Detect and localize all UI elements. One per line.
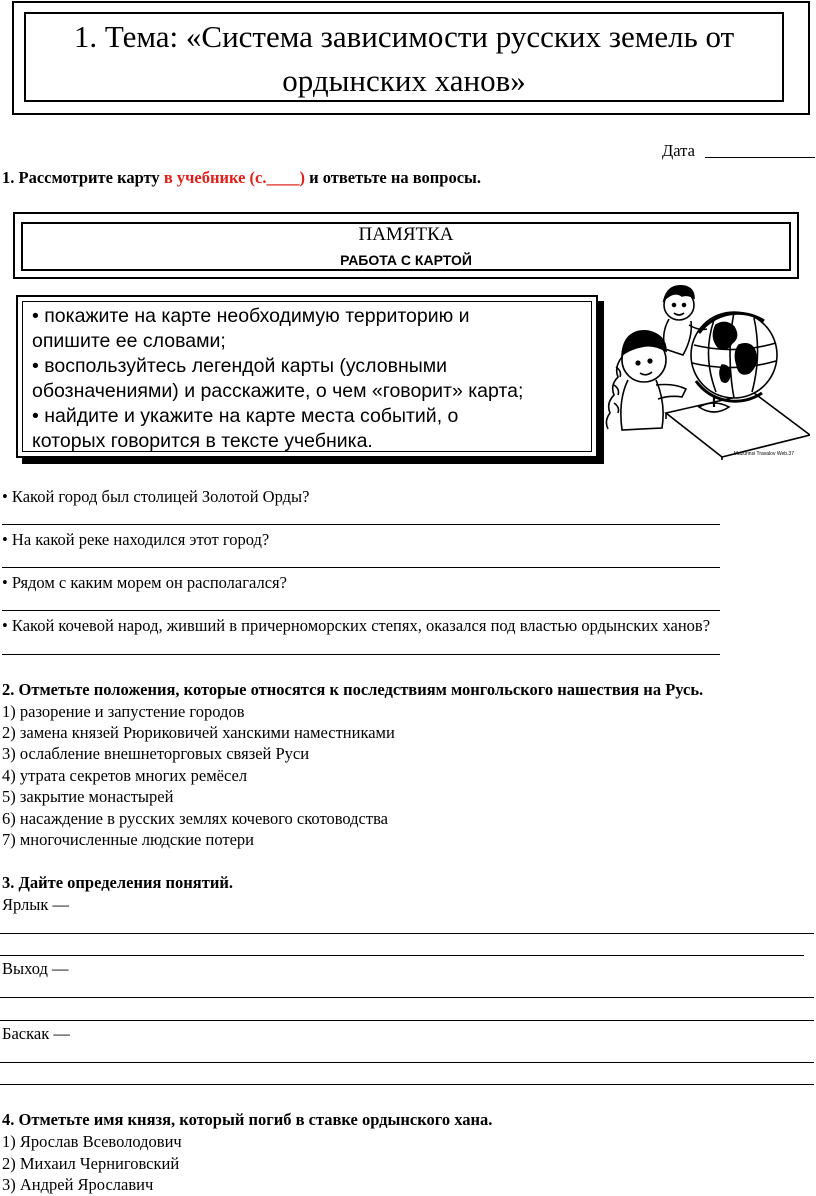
task2-heading: 2. Отметьте положения, которые относятся к последствиям монгольского нашествия на Русь. xyxy=(2,680,704,699)
definition-line[interactable] xyxy=(0,997,814,998)
task2-option[interactable]: 2) замена князей Рюриковичей ханскими наместниками xyxy=(2,723,395,742)
answer-line-2[interactable] xyxy=(2,567,720,568)
definition-line[interactable] xyxy=(0,1084,814,1085)
definition-line[interactable] xyxy=(0,1020,814,1021)
date-line[interactable] xyxy=(705,157,815,158)
task1-heading xyxy=(2,168,481,188)
tip-line-5: • найдите и укажите на карте места событий, о xyxy=(32,405,459,427)
title-line-2: ордынских ханов» xyxy=(282,63,526,98)
definition-line[interactable] xyxy=(0,1062,814,1063)
answer-line-3[interactable] xyxy=(2,610,720,611)
children-globe-illustration xyxy=(604,285,810,460)
question-3: • Рядом с каким морем он располагался? xyxy=(2,573,287,592)
term-label: Выход — xyxy=(2,959,69,978)
title-line-1: 1. Тема: «Система зависимости русских земель от xyxy=(73,19,735,54)
task4-option[interactable]: 2) Михаил Черниговский xyxy=(2,1154,180,1173)
task2-option[interactable]: 6) насаждение в русских землях кочевого скотоводства xyxy=(2,809,388,828)
tip-line-6: которых говорится в тексте учебника. xyxy=(32,430,373,452)
tip-line-2: опишите ее словами; xyxy=(32,330,226,352)
task1-page-reference: в учебнике (с.____) xyxy=(163,168,305,187)
answer-line-1[interactable] xyxy=(2,524,720,525)
task2-option[interactable]: 1) разорение и запустение городов xyxy=(2,702,245,721)
date-label: Дата xyxy=(662,141,695,160)
task1-suffix: и ответьте на вопросы. xyxy=(304,168,482,187)
answer-line-4[interactable] xyxy=(2,654,720,655)
tip-line-3: • воспользуйтесь легендой карты (условными xyxy=(32,355,448,377)
page-title xyxy=(24,15,784,103)
question-4: • Какой кочевой народ, живший в причерноморских степях, оказался под властью ордынских ханов? xyxy=(2,616,711,635)
term-label: Ярлык — xyxy=(2,895,69,914)
question-2: • На какой реке находился этот город? xyxy=(2,530,270,549)
task1-prefix: 1. Рассмотрите карту xyxy=(2,168,164,187)
definition-line[interactable] xyxy=(0,933,814,934)
task3-heading: 3. Дайте определения понятий. xyxy=(2,873,233,892)
task2-option[interactable]: 4) утрата секретов многих ремёсел xyxy=(2,766,248,785)
illustration-caption: Mazurinsi Travalov Web.37 xyxy=(733,451,794,457)
task2-option[interactable]: 3) ослабление внешнеторговых связей Руси xyxy=(2,744,310,763)
task4-heading: 4. Отметьте имя князя, который погиб в ставке ордынского хана. xyxy=(2,1110,493,1129)
tip-line-4: обозначениями) и расскажите, о чем «говорит» карта; xyxy=(32,380,524,402)
task4-option[interactable]: 1) Ярослав Всеволодович xyxy=(2,1132,182,1151)
memo-subtitle: РАБОТА С КАРТОЙ xyxy=(340,252,472,268)
task2-option[interactable]: 5) закрытие монастырей xyxy=(2,787,174,806)
task4-option[interactable]: 3) Андрей Ярославич xyxy=(2,1175,154,1194)
task2-option[interactable]: 7) многочисленные людские потери xyxy=(2,830,254,849)
term-label: Баскак — xyxy=(2,1024,70,1043)
question-1: • Какой город был столицей Золотой Орды? xyxy=(2,487,310,506)
memo-title: ПАМЯТКА xyxy=(358,224,454,245)
definition-line[interactable] xyxy=(0,955,804,956)
tip-line-1: • покажите на карте необходимую территорию и xyxy=(32,305,470,327)
